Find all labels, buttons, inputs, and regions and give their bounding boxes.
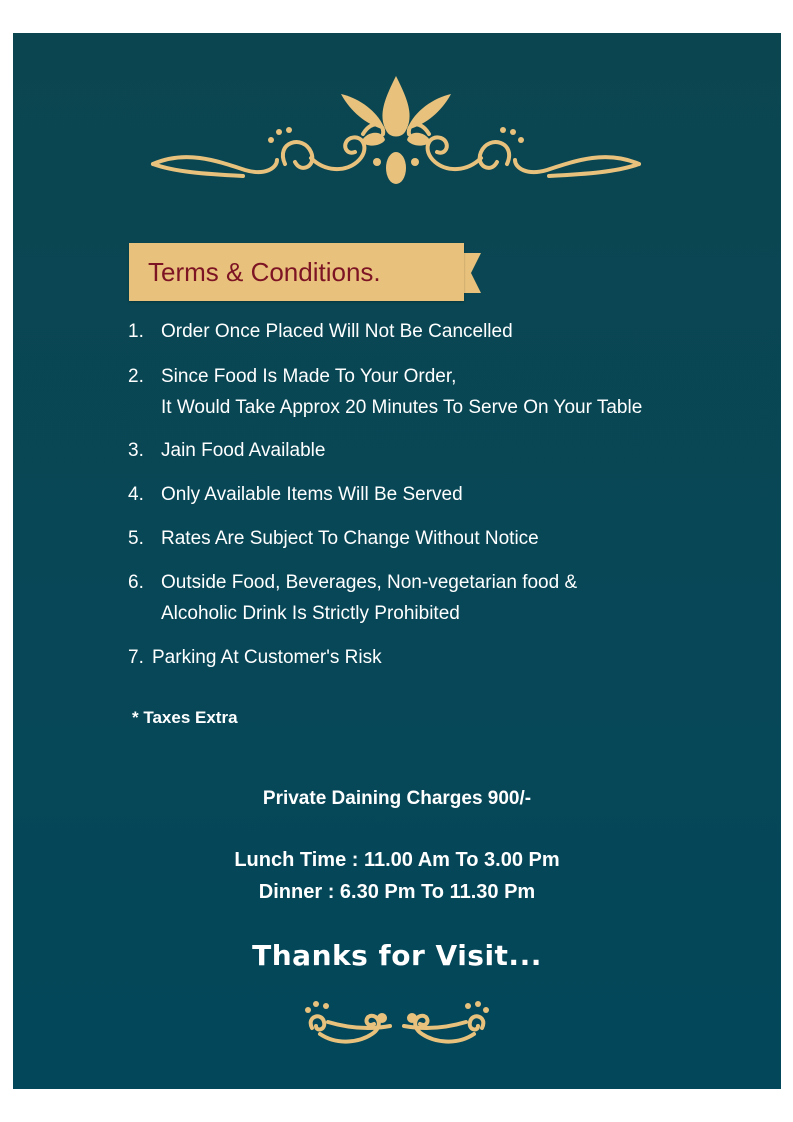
list-item <box>128 361 642 423</box>
list-item <box>128 316 513 347</box>
item-text <box>161 316 513 347</box>
list-item <box>128 567 577 629</box>
item-text <box>161 523 539 554</box>
page-title: Terms & Conditions. <box>148 257 381 287</box>
item-number: 1. <box>128 321 144 342</box>
item-number: 2. <box>128 366 144 387</box>
item-line: Jain Food Available <box>161 440 326 461</box>
terms-panel <box>13 33 781 1089</box>
list-item <box>128 523 539 554</box>
item-line: Parking At Customer's Risk <box>152 647 382 668</box>
item-line: Order Once Placed Will Not Be Cancelled <box>161 321 513 342</box>
closing-message: Thanks for Visit... <box>252 939 542 972</box>
lunch-timing: Lunch Time : 11.00 Am To 3.00 Pm <box>234 849 560 871</box>
item-line: Outside Food, Beverages, Non-vegetarian food & <box>161 572 578 593</box>
private-dining-charges: Private Daining Charges 900/- <box>262 788 532 809</box>
item-number: 5. <box>128 528 144 549</box>
item-text <box>152 642 382 673</box>
taxes-note: * Taxes Extra <box>132 708 238 727</box>
item-number: 3. <box>128 440 144 461</box>
dinner-timing: Dinner : 6.30 Pm To 11.30 Pm <box>258 881 536 903</box>
double-scroll-flourish-icon <box>298 998 496 1050</box>
list-item <box>128 642 382 673</box>
item-number: 6. <box>128 572 144 593</box>
list-item <box>128 479 463 510</box>
item-line: Rates Are Subject To Change Without Notice <box>161 528 539 549</box>
item-line: Only Available Items Will Be Served <box>161 484 463 505</box>
item-line: It Would Take Approx 20 Minutes To Serve On Your Table <box>161 397 643 418</box>
item-text <box>161 567 577 629</box>
item-number: 7. <box>128 647 144 668</box>
item-line: Since Food Is Made To Your Order, <box>161 366 457 387</box>
item-text <box>161 361 642 423</box>
fleur-de-lis-flourish-icon <box>145 72 647 190</box>
item-number: 4. <box>128 484 144 505</box>
item-line: Alcoholic Drink Is Strictly Prohibited <box>161 603 460 624</box>
item-text <box>161 479 463 510</box>
list-item <box>128 435 325 466</box>
item-text <box>161 435 325 466</box>
